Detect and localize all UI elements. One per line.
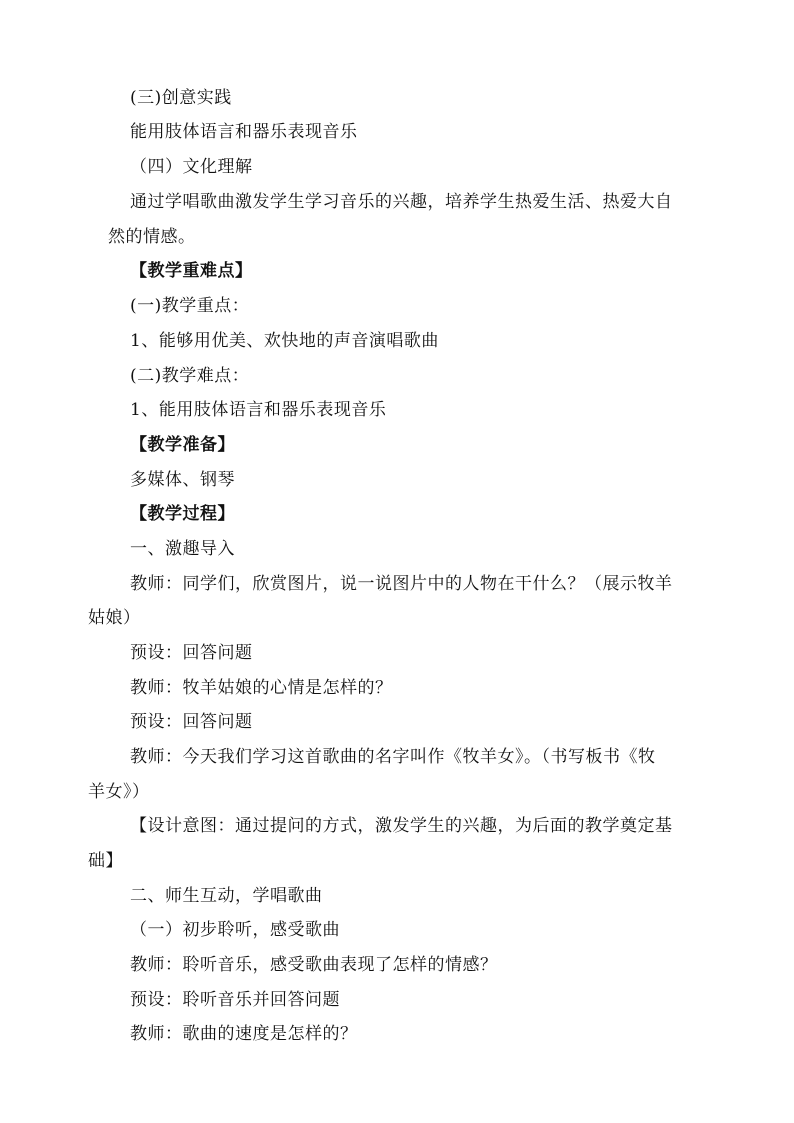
dialogue-continuation: 羊女》） xyxy=(88,782,150,802)
design-intent-continuation: 础】 xyxy=(88,851,123,871)
section-interaction: 二、师生互动，学唱歌曲 xyxy=(130,886,323,906)
section-creative-practice: (三)创意实践 xyxy=(130,88,232,108)
design-intent: 【设计意图：通过提问的方式，激发学生的兴趣，为后面的教学奠定基 xyxy=(130,816,673,836)
heading-teaching-preparation: 【教学准备】 xyxy=(130,435,235,455)
subheading-difficult-points: (二)教学难点： xyxy=(130,366,250,386)
dialogue-teacher: 教师：歌曲的速度是怎样的？ xyxy=(130,1024,358,1044)
dialogue-preset: 预设：回答问题 xyxy=(130,712,253,732)
list-item: 1、能用肢体语言和器乐表现音乐 xyxy=(130,400,387,420)
dialogue-teacher: 教师：同学们，欣赏图片，说一说图片中的人物在干什么？（展示牧羊 xyxy=(130,574,673,594)
dialogue-teacher: 教师：牧羊姑娘的心情是怎样的？ xyxy=(130,678,393,698)
dialogue-teacher: 教师：今天我们学习这首歌曲的名字叫作《牧羊女》。（书写板书《牧 xyxy=(130,747,656,767)
list-item: 1、能够用优美、欢快地的声音演唱歌曲 xyxy=(130,331,439,351)
heading-key-difficult-points: 【教学重难点】 xyxy=(130,261,253,281)
section-cultural-understanding: （四）文化理解 xyxy=(130,157,253,177)
dialogue-teacher: 教师：聆听音乐，感受歌曲表现了怎样的情感？ xyxy=(130,955,498,975)
section-introduction: 一、激趣导入 xyxy=(130,539,235,559)
dialogue-preset: 预设：回答问题 xyxy=(130,643,253,663)
subheading-key-points: (一)教学重点： xyxy=(130,296,250,316)
heading-teaching-process: 【教学过程】 xyxy=(130,504,235,524)
body-text: 多媒体、钢琴 xyxy=(130,470,235,490)
dialogue-continuation: 姑娘） xyxy=(88,608,141,628)
body-text: 能用肢体语言和器乐表现音乐 xyxy=(130,122,358,142)
subsection-listening: （一）初步聆听，感受歌曲 xyxy=(130,920,340,940)
dialogue-preset: 预设：聆听音乐并回答问题 xyxy=(130,990,340,1010)
body-text: 通过学唱歌曲激发学生学习音乐的兴趣，培养学生热爱生活、热爱大自 xyxy=(130,192,673,212)
body-text-continuation: 然的情感。 xyxy=(108,227,196,247)
